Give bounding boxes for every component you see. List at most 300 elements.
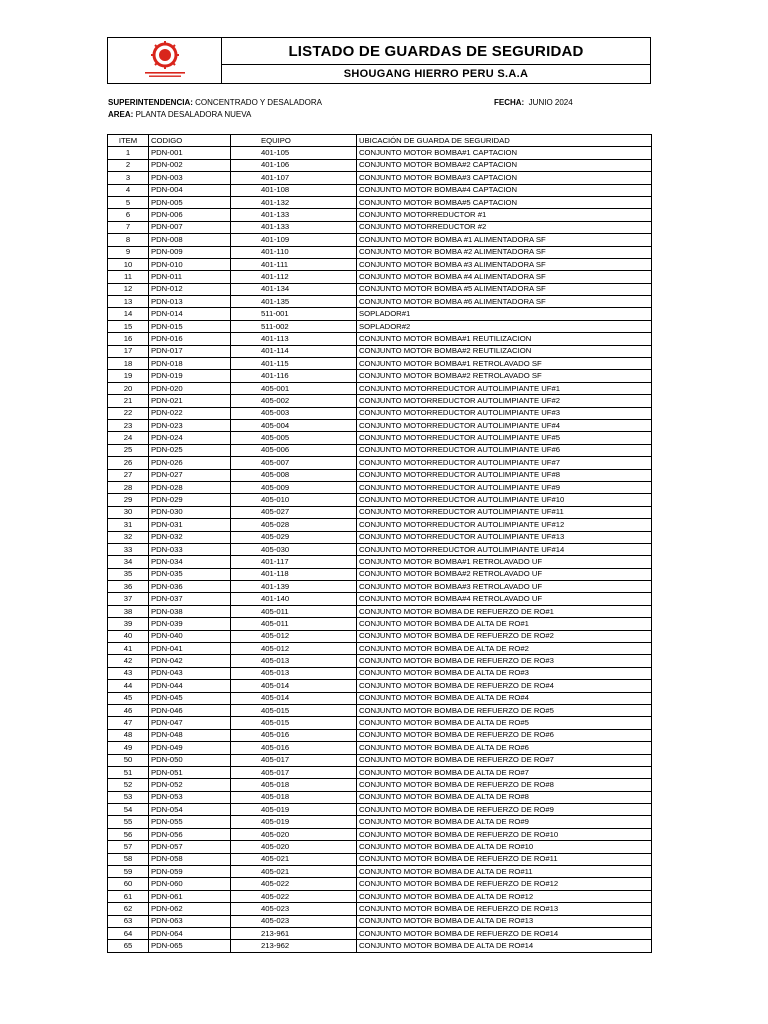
cell-equipo: 401-117 [231, 556, 357, 568]
table-row [108, 828, 652, 840]
cell-ubicacion: CONJUNTO MOTOR BOMBA #3 ALIMENTADORA SF [357, 258, 652, 270]
superintendencia-line [108, 98, 322, 107]
cell-equipo: 405-019 [231, 804, 357, 816]
table-row [108, 581, 652, 593]
cell-codigo: PDN-026 [149, 457, 231, 469]
cell-ubicacion: CONJUNTO MOTOR BOMBA DE REFUERZO DE RO#4 [357, 680, 652, 692]
cell-ubicacion: CONJUNTO MOTOR BOMBA DE ALTA DE RO#11 [357, 866, 652, 878]
cell-ubicacion: CONJUNTO MOTOR BOMBA#4 RETROLAVADO UF [357, 593, 652, 605]
cell-equipo: 405-007 [231, 457, 357, 469]
table-row [108, 605, 652, 617]
cell-codigo: PDN-043 [149, 667, 231, 679]
cell-codigo: PDN-006 [149, 209, 231, 221]
cell-ubicacion: CONJUNTO MOTORREDUCTOR #1 [357, 209, 652, 221]
cell-ubicacion: SOPLADOR#1 [357, 308, 652, 320]
cell-codigo: PDN-027 [149, 469, 231, 481]
cell-equipo: 405-020 [231, 828, 357, 840]
cell-equipo: 401-139 [231, 581, 357, 593]
superintendencia-label: SUPERINTENDENCIA: [108, 98, 193, 107]
cell-ubicacion: CONJUNTO MOTOR BOMBA #1 ALIMENTADORA SF [357, 234, 652, 246]
cell-ubicacion: CONJUNTO MOTOR BOMBA DE REFUERZO DE RO#8 [357, 779, 652, 791]
cell-equipo: 405-008 [231, 469, 357, 481]
cell-item: 29 [108, 494, 149, 506]
cell-ubicacion: CONJUNTO MOTORREDUCTOR AUTOLIMPIANTE UF#4 [357, 419, 652, 431]
cell-equipo: 405-015 [231, 704, 357, 716]
table-row [108, 209, 652, 221]
cell-item: 61 [108, 890, 149, 902]
cell-ubicacion: CONJUNTO MOTOR BOMBA#3 RETROLAVADO UF [357, 581, 652, 593]
table-row [108, 816, 652, 828]
cell-item: 59 [108, 866, 149, 878]
table-row [108, 419, 652, 431]
cell-codigo: PDN-004 [149, 184, 231, 196]
cell-codigo: PDN-056 [149, 828, 231, 840]
cell-codigo: PDN-041 [149, 643, 231, 655]
table-header-row [108, 135, 652, 147]
table-row [108, 866, 652, 878]
cell-codigo: PDN-051 [149, 766, 231, 778]
cell-ubicacion: CONJUNTO MOTOR BOMBA DE ALTA DE RO#9 [357, 816, 652, 828]
cell-equipo: 401-116 [231, 370, 357, 382]
cell-ubicacion: CONJUNTO MOTOR BOMBA DE REFUERZO DE RO#6 [357, 729, 652, 741]
cell-equipo: 401-112 [231, 271, 357, 283]
cell-item: 49 [108, 742, 149, 754]
cell-equipo: 405-023 [231, 915, 357, 927]
table-row [108, 271, 652, 283]
cell-equipo: 511-001 [231, 308, 357, 320]
cell-codigo: PDN-063 [149, 915, 231, 927]
cell-codigo: PDN-040 [149, 630, 231, 642]
cell-ubicacion: CONJUNTO MOTORREDUCTOR AUTOLIMPIANTE UF#2 [357, 395, 652, 407]
cell-codigo: PDN-058 [149, 853, 231, 865]
table-row [108, 531, 652, 543]
cell-ubicacion: CONJUNTO MOTOR BOMBA DE REFUERZO DE RO#13 [357, 903, 652, 915]
cell-codigo: PDN-062 [149, 903, 231, 915]
cell-ubicacion: CONJUNTO MOTOR BOMBA DE ALTA DE RO#13 [357, 915, 652, 927]
cell-item: 31 [108, 519, 149, 531]
cell-item: 54 [108, 804, 149, 816]
cell-item: 32 [108, 531, 149, 543]
cell-item: 2 [108, 159, 149, 171]
cell-codigo: PDN-001 [149, 147, 231, 159]
cell-equipo: 401-133 [231, 209, 357, 221]
cell-ubicacion: CONJUNTO MOTOR BOMBA#1 REUTILIZACION [357, 333, 652, 345]
column-header-equipo: EQUIPO [231, 135, 357, 147]
cell-codigo: PDN-005 [149, 196, 231, 208]
table-row [108, 395, 652, 407]
cell-item: 10 [108, 258, 149, 270]
cell-codigo: PDN-054 [149, 804, 231, 816]
cell-equipo: 405-011 [231, 605, 357, 617]
table-row [108, 457, 652, 469]
cell-item: 44 [108, 680, 149, 692]
cell-equipo: 401-114 [231, 345, 357, 357]
cell-ubicacion: CONJUNTO MOTOR BOMBA DE ALTA DE RO#8 [357, 791, 652, 803]
table-row [108, 692, 652, 704]
cell-item: 52 [108, 779, 149, 791]
cell-codigo: PDN-048 [149, 729, 231, 741]
cell-equipo: 405-003 [231, 407, 357, 419]
cell-item: 56 [108, 828, 149, 840]
cell-codigo: PDN-035 [149, 568, 231, 580]
table-row [108, 184, 652, 196]
cell-ubicacion: CONJUNTO MOTOR BOMBA DE ALTA DE RO#14 [357, 940, 652, 952]
table-row [108, 382, 652, 394]
cell-equipo: 405-002 [231, 395, 357, 407]
table-row [108, 729, 652, 741]
cell-ubicacion: CONJUNTO MOTOR BOMBA DE REFUERZO DE RO#10 [357, 828, 652, 840]
cell-ubicacion: CONJUNTO MOTOR BOMBA DE REFUERZO DE RO#12 [357, 878, 652, 890]
cell-equipo: 401-133 [231, 221, 357, 233]
table-row [108, 903, 652, 915]
cell-equipo: 213-962 [231, 940, 357, 952]
cell-item: 16 [108, 333, 149, 345]
cell-equipo: 401-105 [231, 147, 357, 159]
cell-ubicacion: CONJUNTO MOTOR BOMBA#5 CAPTACION [357, 196, 652, 208]
cell-ubicacion: CONJUNTO MOTORREDUCTOR AUTOLIMPIANTE UF#7 [357, 457, 652, 469]
cell-ubicacion: CONJUNTO MOTORREDUCTOR AUTOLIMPIANTE UF#3 [357, 407, 652, 419]
cell-equipo: 405-020 [231, 841, 357, 853]
cell-equipo: 401-135 [231, 296, 357, 308]
cell-codigo: PDN-042 [149, 655, 231, 667]
table-row [108, 444, 652, 456]
table-row [108, 308, 652, 320]
cell-equipo: 405-018 [231, 779, 357, 791]
cell-ubicacion: CONJUNTO MOTOR BOMBA DE REFUERZO DE RO#9 [357, 804, 652, 816]
cell-item: 21 [108, 395, 149, 407]
cell-codigo: PDN-038 [149, 605, 231, 617]
cell-codigo: PDN-020 [149, 382, 231, 394]
cell-ubicacion: CONJUNTO MOTOR BOMBA DE REFUERZO DE RO#2 [357, 630, 652, 642]
cell-item: 15 [108, 320, 149, 332]
cell-codigo: PDN-060 [149, 878, 231, 890]
cell-item: 11 [108, 271, 149, 283]
cell-equipo: 511-002 [231, 320, 357, 332]
cell-equipo: 401-134 [231, 283, 357, 295]
cell-equipo: 401-113 [231, 333, 357, 345]
column-header-codigo: CODIGO [149, 135, 231, 147]
table-row [108, 296, 652, 308]
cell-ubicacion: CONJUNTO MOTOR BOMBA DE REFUERZO DE RO#11 [357, 853, 652, 865]
table-row [108, 717, 652, 729]
table-row [108, 246, 652, 258]
cell-ubicacion: CONJUNTO MOTORREDUCTOR AUTOLIMPIANTE UF#13 [357, 531, 652, 543]
table-row [108, 345, 652, 357]
table-row [108, 680, 652, 692]
table-body [108, 147, 652, 952]
table-row [108, 568, 652, 580]
cell-codigo: PDN-028 [149, 481, 231, 493]
cell-ubicacion: CONJUNTO MOTOR BOMBA#2 RETROLAVADO SF [357, 370, 652, 382]
cell-item: 13 [108, 296, 149, 308]
cell-item: 50 [108, 754, 149, 766]
cell-ubicacion: CONJUNTO MOTOR BOMBA#1 RETROLAVADO SF [357, 358, 652, 370]
cell-equipo: 405-017 [231, 766, 357, 778]
cell-equipo: 401-118 [231, 568, 357, 580]
cell-item: 19 [108, 370, 149, 382]
cell-equipo: 405-005 [231, 432, 357, 444]
table-row [108, 543, 652, 555]
cell-codigo: PDN-034 [149, 556, 231, 568]
cell-equipo: 405-013 [231, 655, 357, 667]
cell-equipo: 405-014 [231, 692, 357, 704]
cell-equipo: 405-021 [231, 853, 357, 865]
cell-item: 33 [108, 543, 149, 555]
cell-codigo: PDN-019 [149, 370, 231, 382]
table-row [108, 618, 652, 630]
cell-codigo: PDN-023 [149, 419, 231, 431]
cell-equipo: 405-018 [231, 791, 357, 803]
table-row [108, 196, 652, 208]
cell-ubicacion: CONJUNTO MOTOR BOMBA DE ALTA DE RO#7 [357, 766, 652, 778]
cell-ubicacion: CONJUNTO MOTORREDUCTOR AUTOLIMPIANTE UF#14 [357, 543, 652, 555]
cell-item: 46 [108, 704, 149, 716]
cell-equipo: 401-111 [231, 258, 357, 270]
cell-item: 42 [108, 655, 149, 667]
cell-item: 18 [108, 358, 149, 370]
cell-item: 14 [108, 308, 149, 320]
table-row [108, 283, 652, 295]
cell-codigo: PDN-039 [149, 618, 231, 630]
cell-codigo: PDN-010 [149, 258, 231, 270]
cell-equipo: 401-107 [231, 172, 357, 184]
cell-codigo: PDN-007 [149, 221, 231, 233]
document-title: LISTADO DE GUARDAS DE SEGURIDAD [222, 38, 650, 65]
cell-ubicacion: CONJUNTO MOTOR BOMBA #2 ALIMENTADORA SF [357, 246, 652, 258]
cell-item: 43 [108, 667, 149, 679]
cell-item: 9 [108, 246, 149, 258]
cell-ubicacion: CONJUNTO MOTOR BOMBA DE ALTA DE RO#6 [357, 742, 652, 754]
cell-item: 41 [108, 643, 149, 655]
cell-equipo: 405-009 [231, 481, 357, 493]
fecha-label: FECHA: [494, 98, 525, 107]
cell-item: 26 [108, 457, 149, 469]
cell-ubicacion: CONJUNTO MOTOR BOMBA DE REFUERZO DE RO#5 [357, 704, 652, 716]
cell-item: 51 [108, 766, 149, 778]
cell-codigo: PDN-011 [149, 271, 231, 283]
cell-equipo: 405-016 [231, 742, 357, 754]
table-row [108, 704, 652, 716]
cell-codigo: PDN-013 [149, 296, 231, 308]
cell-item: 58 [108, 853, 149, 865]
cell-equipo: 405-016 [231, 729, 357, 741]
cell-codigo: PDN-065 [149, 940, 231, 952]
table-row [108, 556, 652, 568]
cell-codigo: PDN-036 [149, 581, 231, 593]
cell-equipo: 405-022 [231, 878, 357, 890]
cell-codigo: PDN-057 [149, 841, 231, 853]
table-row [108, 221, 652, 233]
cell-ubicacion: CONJUNTO MOTOR BOMBA DE REFUERZO DE RO#7 [357, 754, 652, 766]
cell-item: 34 [108, 556, 149, 568]
cell-item: 48 [108, 729, 149, 741]
cell-ubicacion: CONJUNTO MOTORREDUCTOR #2 [357, 221, 652, 233]
document-header [107, 37, 651, 84]
cell-ubicacion: SOPLADOR#2 [357, 320, 652, 332]
cell-item: 45 [108, 692, 149, 704]
cell-item: 62 [108, 903, 149, 915]
table-row [108, 791, 652, 803]
table-row [108, 655, 652, 667]
cell-item: 65 [108, 940, 149, 952]
table-row [108, 172, 652, 184]
cell-ubicacion: CONJUNTO MOTOR BOMBA DE ALTA DE RO#1 [357, 618, 652, 630]
cell-ubicacion: CONJUNTO MOTOR BOMBA DE ALTA DE RO#2 [357, 643, 652, 655]
cell-ubicacion: CONJUNTO MOTOR BOMBA#2 RETROLAVADO UF [357, 568, 652, 580]
cell-codigo: PDN-050 [149, 754, 231, 766]
cell-codigo: PDN-053 [149, 791, 231, 803]
table-row [108, 469, 652, 481]
cell-equipo: 401-108 [231, 184, 357, 196]
cell-equipo: 401-115 [231, 358, 357, 370]
cell-codigo: PDN-024 [149, 432, 231, 444]
table-row [108, 506, 652, 518]
cell-equipo: 405-012 [231, 630, 357, 642]
cell-codigo: PDN-033 [149, 543, 231, 555]
cell-equipo: 401-132 [231, 196, 357, 208]
table-row [108, 667, 652, 679]
cell-codigo: PDN-008 [149, 234, 231, 246]
area-line [108, 110, 251, 119]
cell-codigo: PDN-029 [149, 494, 231, 506]
cell-codigo: PDN-030 [149, 506, 231, 518]
cell-ubicacion: CONJUNTO MOTOR BOMBA #5 ALIMENTADORA SF [357, 283, 652, 295]
cell-equipo: 405-019 [231, 816, 357, 828]
cell-item: 28 [108, 481, 149, 493]
cell-item: 22 [108, 407, 149, 419]
column-header-item: ITEM [108, 135, 149, 147]
cell-codigo: PDN-017 [149, 345, 231, 357]
cell-equipo: 405-029 [231, 531, 357, 543]
table-row [108, 915, 652, 927]
cell-ubicacion: CONJUNTO MOTOR BOMBA DE REFUERZO DE RO#3 [357, 655, 652, 667]
table-row [108, 159, 652, 171]
cell-equipo: 401-140 [231, 593, 357, 605]
cell-item: 39 [108, 618, 149, 630]
table-row [108, 358, 652, 370]
table-row [108, 370, 652, 382]
cell-ubicacion: CONJUNTO MOTOR BOMBA#2 REUTILIZACION [357, 345, 652, 357]
area-value: PLANTA DESALADORA NUEVA [135, 110, 252, 119]
table-row [108, 258, 652, 270]
cell-equipo: 405-022 [231, 890, 357, 902]
cell-codigo: PDN-022 [149, 407, 231, 419]
cell-codigo: PDN-018 [149, 358, 231, 370]
cell-item: 47 [108, 717, 149, 729]
cell-equipo: 405-014 [231, 680, 357, 692]
table-row [108, 593, 652, 605]
cell-item: 4 [108, 184, 149, 196]
table-row [108, 432, 652, 444]
cell-ubicacion: CONJUNTO MOTORREDUCTOR AUTOLIMPIANTE UF#12 [357, 519, 652, 531]
area-label: AREA: [108, 110, 134, 119]
table-row [108, 234, 652, 246]
cell-item: 30 [108, 506, 149, 518]
superintendencia-value: CONCENTRADO Y DESALADORA [195, 98, 322, 107]
table-row [108, 766, 652, 778]
table-row [108, 878, 652, 890]
cell-equipo: 405-030 [231, 543, 357, 555]
cell-item: 5 [108, 196, 149, 208]
cell-codigo: PDN-009 [149, 246, 231, 258]
cell-equipo: 405-012 [231, 643, 357, 655]
cell-item: 40 [108, 630, 149, 642]
cell-codigo: PDN-016 [149, 333, 231, 345]
cell-item: 17 [108, 345, 149, 357]
cell-codigo: PDN-021 [149, 395, 231, 407]
cell-codigo: PDN-002 [149, 159, 231, 171]
cell-item: 63 [108, 915, 149, 927]
cell-equipo: 213-961 [231, 928, 357, 940]
cell-codigo: PDN-061 [149, 890, 231, 902]
cell-ubicacion: CONJUNTO MOTORREDUCTOR AUTOLIMPIANTE UF#9 [357, 481, 652, 493]
column-header-ubicacion: UBICACIÓN DE GUARDA DE SEGURIDAD [357, 135, 652, 147]
table-row [108, 928, 652, 940]
cell-item: 35 [108, 568, 149, 580]
cell-ubicacion: CONJUNTO MOTOR BOMBA DE REFUERZO DE RO#14 [357, 928, 652, 940]
cell-codigo: PDN-015 [149, 320, 231, 332]
cell-equipo: 401-109 [231, 234, 357, 246]
table-row [108, 890, 652, 902]
cell-item: 1 [108, 147, 149, 159]
cell-equipo: 401-106 [231, 159, 357, 171]
cell-ubicacion: CONJUNTO MOTOR BOMBA#1 CAPTACION [357, 147, 652, 159]
cell-codigo: PDN-059 [149, 866, 231, 878]
table-row [108, 333, 652, 345]
cell-codigo: PDN-044 [149, 680, 231, 692]
cell-equipo: 405-017 [231, 754, 357, 766]
cell-codigo: PDN-047 [149, 717, 231, 729]
fecha-value: JUNIO 2024 [528, 98, 573, 107]
table-row [108, 804, 652, 816]
cell-item: 6 [108, 209, 149, 221]
cell-ubicacion: CONJUNTO MOTOR BOMBA DE REFUERZO DE RO#1 [357, 605, 652, 617]
table-row [108, 407, 652, 419]
cell-equipo: 405-027 [231, 506, 357, 518]
cell-codigo: PDN-064 [149, 928, 231, 940]
cell-ubicacion: CONJUNTO MOTORREDUCTOR AUTOLIMPIANTE UF#1 [357, 382, 652, 394]
table-row [108, 630, 652, 642]
fecha-line [494, 98, 573, 107]
table-row [108, 841, 652, 853]
cell-item: 8 [108, 234, 149, 246]
cell-item: 57 [108, 841, 149, 853]
table-row [108, 320, 652, 332]
cell-ubicacion: CONJUNTO MOTORREDUCTOR AUTOLIMPIANTE UF#8 [357, 469, 652, 481]
cell-ubicacion: CONJUNTO MOTOR BOMBA#2 CAPTACION [357, 159, 652, 171]
cell-codigo: PDN-032 [149, 531, 231, 543]
cell-codigo: PDN-055 [149, 816, 231, 828]
cell-item: 25 [108, 444, 149, 456]
cell-item: 37 [108, 593, 149, 605]
cell-codigo: PDN-045 [149, 692, 231, 704]
cell-equipo: 405-010 [231, 494, 357, 506]
table-row [108, 940, 652, 952]
cell-ubicacion: CONJUNTO MOTOR BOMBA #6 ALIMENTADORA SF [357, 296, 652, 308]
table-row [108, 494, 652, 506]
cell-equipo: 405-015 [231, 717, 357, 729]
cell-ubicacion: CONJUNTO MOTOR BOMBA DE ALTA DE RO#10 [357, 841, 652, 853]
cell-codigo: PDN-003 [149, 172, 231, 184]
cell-item: 7 [108, 221, 149, 233]
cell-equipo: 401-110 [231, 246, 357, 258]
guards-table [107, 134, 652, 953]
cell-equipo: 405-023 [231, 903, 357, 915]
table-row [108, 853, 652, 865]
cell-ubicacion: CONJUNTO MOTORREDUCTOR AUTOLIMPIANTE UF#5 [357, 432, 652, 444]
cell-ubicacion: CONJUNTO MOTOR BOMBA#3 CAPTACION [357, 172, 652, 184]
shougang-logo-icon [137, 40, 193, 82]
